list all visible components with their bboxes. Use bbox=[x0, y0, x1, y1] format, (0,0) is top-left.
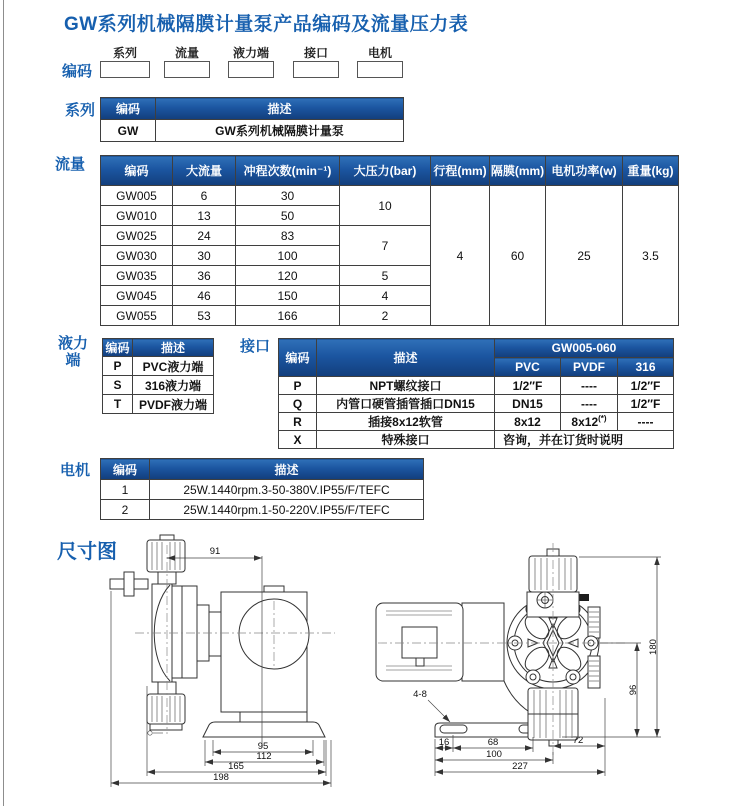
pump-side-view bbox=[110, 535, 335, 787]
flow-power-cell: 25 bbox=[546, 186, 623, 326]
interface-316: 1/2″F bbox=[618, 377, 674, 395]
motor-desc: 25W.1440rpm.3-50-380V.IP55/F/TEFC bbox=[150, 480, 424, 500]
dim-label: 112 bbox=[256, 751, 272, 762]
interface-316: 1/2″F bbox=[618, 395, 674, 413]
flow-header: 重量(kg) bbox=[623, 156, 679, 186]
flow-header: 冲程次数(min⁻¹) bbox=[236, 156, 340, 186]
interface-header-pvc: PVC bbox=[495, 358, 561, 377]
flow-cell: 24 bbox=[173, 226, 236, 246]
code-box-hydraulic bbox=[228, 61, 274, 78]
flow-cell: 6 bbox=[173, 186, 236, 206]
flow-cell: GW045 bbox=[101, 286, 173, 306]
interface-316: ---- bbox=[618, 413, 674, 431]
interface-pvc: 1/2″F bbox=[495, 377, 561, 395]
dimension-drawing bbox=[78, 532, 750, 806]
flow-cell: GW010 bbox=[101, 206, 173, 226]
flow-cell: GW005 bbox=[101, 186, 173, 206]
flow-cell: 30 bbox=[173, 246, 236, 266]
flow-header: 隔膜(mm) bbox=[490, 156, 546, 186]
series-desc: GW系列机械隔膜计量泵 bbox=[156, 120, 404, 142]
flow-header: 编码 bbox=[101, 156, 173, 186]
table-row bbox=[101, 120, 404, 142]
flow-pressure-cell: 5 bbox=[340, 266, 431, 286]
page-title: GW系列机械隔膜计量泵产品编码及流量压力表 bbox=[64, 14, 469, 35]
dim-label: 91 bbox=[209, 546, 221, 557]
flow-cell: 166 bbox=[236, 306, 340, 326]
flow-cell: 150 bbox=[236, 286, 340, 306]
interface-pvc: 8x12 bbox=[495, 413, 561, 431]
code-box-interface bbox=[293, 61, 339, 78]
hydraulic-table bbox=[102, 338, 214, 414]
interface-header-code: 编码 bbox=[279, 339, 317, 377]
flow-cell: 50 bbox=[236, 206, 340, 226]
dim-label: 68 bbox=[487, 737, 499, 748]
code-slot-label-interface: 接口 bbox=[303, 46, 328, 60]
flow-weight-cell: 3.5 bbox=[623, 186, 679, 326]
flow-cell: GW030 bbox=[101, 246, 173, 266]
hydraulic-header-desc: 描述 bbox=[133, 339, 214, 357]
flow-cell: GW055 bbox=[101, 306, 173, 326]
table-row bbox=[101, 186, 679, 206]
interface-header-group: GW005-060 bbox=[495, 339, 674, 358]
flow-cell: 100 bbox=[236, 246, 340, 266]
flow-header: 电机功率(w) bbox=[546, 156, 623, 186]
interface-code: P bbox=[279, 377, 317, 395]
series-header-code: 编码 bbox=[101, 98, 156, 120]
dim-label: 100 bbox=[486, 749, 502, 760]
motor-table bbox=[100, 458, 424, 520]
code-slot-label-hydraulic: 液力端 bbox=[232, 46, 269, 60]
interface-desc: 插接8x12软管 bbox=[317, 413, 495, 431]
flow-cell: 120 bbox=[236, 266, 340, 286]
interface-code: Q bbox=[279, 395, 317, 413]
flow-pressure-cell: 7 bbox=[340, 226, 431, 266]
code-slot-label-motor: 电机 bbox=[367, 46, 392, 60]
hydraulic-code: S bbox=[103, 376, 133, 395]
table-row bbox=[279, 395, 674, 413]
flow-table bbox=[100, 155, 679, 326]
interface-pvc: DN15 bbox=[495, 395, 561, 413]
interface-section-label: 接口 bbox=[240, 338, 271, 355]
dim-label: 16 bbox=[438, 737, 450, 748]
flow-cell: 30 bbox=[236, 186, 340, 206]
hydraulic-desc: PVDF液力端 bbox=[133, 395, 214, 414]
interface-header-desc: 描述 bbox=[317, 339, 495, 377]
flow-pressure-cell: 2 bbox=[340, 306, 431, 326]
dim-label: 96 bbox=[628, 684, 639, 696]
dim-label: 72 bbox=[572, 735, 584, 746]
page-left-border bbox=[3, 0, 4, 806]
dim-label: 227 bbox=[512, 761, 528, 772]
motor-header-code: 编码 bbox=[101, 459, 150, 480]
flow-header: 大压力(bar) bbox=[340, 156, 431, 186]
flow-section-label: 流量 bbox=[55, 156, 86, 173]
table-row bbox=[103, 395, 214, 414]
series-header-desc: 描述 bbox=[156, 98, 404, 120]
series-table bbox=[100, 97, 404, 142]
interface-header-pvdf: PVDF bbox=[561, 358, 618, 377]
pump-front-view bbox=[376, 543, 661, 776]
hydraulic-desc: 316液力端 bbox=[133, 376, 214, 395]
interface-code: R bbox=[279, 413, 317, 431]
hydraulic-code: P bbox=[103, 357, 133, 376]
hydraulic-desc: PVC液力端 bbox=[133, 357, 214, 376]
table-row bbox=[279, 413, 674, 431]
table-row bbox=[103, 376, 214, 395]
motor-header-desc: 描述 bbox=[150, 459, 424, 480]
table-row bbox=[279, 377, 674, 395]
code-box-motor bbox=[357, 61, 403, 78]
dimensions-section-label: 尺寸图 bbox=[57, 541, 117, 563]
interface-pvdf: ---- bbox=[561, 377, 618, 395]
code-box-series bbox=[100, 61, 150, 78]
flow-cell: 46 bbox=[173, 286, 236, 306]
flow-cell: GW035 bbox=[101, 266, 173, 286]
interface-desc: 内管口硬管插管插口DN15 bbox=[317, 395, 495, 413]
flow-cell: 13 bbox=[173, 206, 236, 226]
table-row bbox=[101, 480, 424, 500]
series-section-label: 系列 bbox=[65, 102, 96, 119]
flow-cell: 36 bbox=[173, 266, 236, 286]
flow-cell: 83 bbox=[236, 226, 340, 246]
code-box-flow bbox=[164, 61, 210, 78]
interface-code: X bbox=[279, 431, 317, 449]
hydraulic-section-label: 液力 端 bbox=[57, 335, 88, 369]
flow-stroke-cell: 4 bbox=[431, 186, 490, 326]
code-slot-label-series: 系列 bbox=[112, 46, 137, 60]
flow-header: 行程(mm) bbox=[431, 156, 490, 186]
series-code: GW bbox=[101, 120, 156, 142]
hydraulic-code: T bbox=[103, 395, 133, 414]
flow-cell: 53 bbox=[173, 306, 236, 326]
dim-label: 165 bbox=[228, 761, 244, 772]
interface-header-316: 316 bbox=[618, 358, 674, 377]
interface-desc: 特殊接口 bbox=[317, 431, 495, 449]
table-row bbox=[103, 357, 214, 376]
interface-pvdf: ---- bbox=[561, 395, 618, 413]
flow-pressure-cell: 4 bbox=[340, 286, 431, 306]
flow-header: 大流量 bbox=[173, 156, 236, 186]
table-row bbox=[101, 500, 424, 520]
dim-label: 4-8 bbox=[413, 689, 427, 700]
interface-note: 咨询，并在订货时说明 bbox=[495, 431, 674, 449]
coding-section-label: 编码 bbox=[62, 63, 93, 80]
flow-cell: GW025 bbox=[101, 226, 173, 246]
interface-table bbox=[278, 338, 674, 449]
flow-diaphragm-cell: 60 bbox=[490, 186, 546, 326]
interface-pvdf: 8x12(*) bbox=[561, 413, 618, 431]
interface-desc: NPT螺纹接口 bbox=[317, 377, 495, 395]
dim-label: 198 bbox=[213, 772, 229, 783]
motor-section-label: 电机 bbox=[60, 462, 91, 479]
table-row bbox=[279, 431, 674, 449]
motor-code: 1 bbox=[101, 480, 150, 500]
dim-label: 95 bbox=[257, 741, 269, 752]
flow-pressure-cell: 10 bbox=[340, 186, 431, 226]
motor-code: 2 bbox=[101, 500, 150, 520]
hydraulic-header-code: 编码 bbox=[103, 339, 133, 357]
code-slot-label-flow: 流量 bbox=[174, 46, 199, 60]
motor-desc: 25W.1440rpm.1-50-220V.IP55/F/TEFC bbox=[150, 500, 424, 520]
dim-label: 180 bbox=[648, 639, 659, 655]
